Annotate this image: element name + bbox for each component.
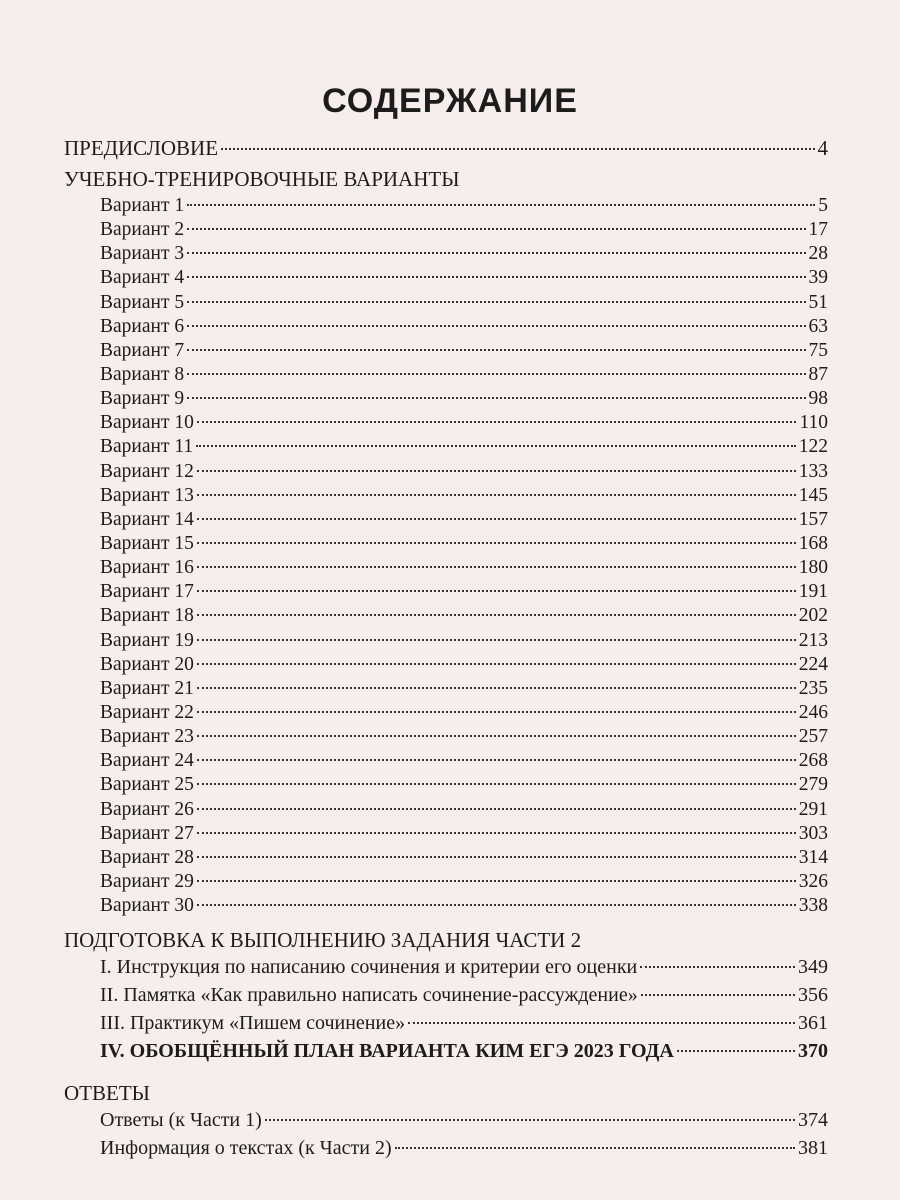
toc-page-number: 17 [808,219,828,241]
toc-page-number: 87 [808,363,828,385]
toc-entry [64,955,828,983]
toc-entry [64,556,828,580]
toc-entry-label: Вариант 4 [100,267,185,289]
toc-page-number: 202 [798,605,828,627]
toc-page-number: 5 [818,195,828,216]
toc-page-number: 4 [817,136,828,160]
toc-entry-label: Вариант 27 [100,822,194,844]
toc-entry-label: Информация о текстах (к Части 2) [100,1137,392,1160]
toc-page-number: 133 [798,460,828,482]
dot-leader [197,880,796,882]
toc-entry-plan [64,1039,828,1067]
training-variants-list [64,194,828,918]
toc-page-number: 361 [798,1012,828,1035]
toc-entry [64,315,828,339]
dot-leader [408,1022,795,1024]
toc-page-number: 381 [798,1137,828,1160]
toc-page-number: 279 [798,774,828,796]
dot-leader [640,966,795,968]
toc-page-number: 370 [798,1040,828,1063]
dot-leader [395,1147,795,1149]
toc-entry-label: IV. ОБОБЩЁННЫЙ ПЛАН ВАРИАНТА КИМ ЕГЭ 2023 ГОДА [100,1040,674,1063]
toc-entry [64,435,828,459]
toc-entry [64,387,828,411]
toc-page-number: 191 [798,581,828,603]
toc-page-number: 268 [798,750,828,772]
toc-entry-label: Вариант 7 [100,339,185,361]
toc-entry-label: II. Памятка «Как правильно написать сочинение-рассуждение» [100,984,638,1007]
toc-entry-label: Вариант 25 [100,774,194,796]
dot-leader [197,518,796,520]
toc-entry [64,339,828,363]
toc-entry [64,484,828,508]
page-title: СОДЕРЖАНИЕ [322,82,578,120]
dot-leader [187,228,805,230]
toc-entry-label: Вариант 28 [100,846,194,868]
dot-leader [221,148,814,150]
toc-entry [64,870,828,894]
toc-entry-label: Вариант 10 [100,412,194,434]
toc-entry [64,1136,828,1164]
toc-entry-label: Вариант 18 [100,605,194,627]
part2-list [64,955,828,1039]
dot-leader [187,276,805,278]
toc-entry [64,363,828,387]
toc-entry-label: Вариант 11 [100,436,194,458]
toc-entry [64,846,828,870]
toc-entry-label: Вариант 19 [100,629,194,651]
toc-entry-label: Вариант 8 [100,363,185,385]
toc-entry-label: Ответы (к Части 1) [100,1109,262,1132]
dot-leader [197,808,796,810]
toc-page-number: 235 [798,677,828,699]
toc-entry [64,725,828,749]
dot-leader [197,470,796,472]
dot-leader [197,542,796,544]
toc-entry [64,798,828,822]
toc-entry-label: Вариант 23 [100,726,194,748]
toc-entry-label: Вариант 15 [100,532,194,554]
toc-entry-label: Вариант 30 [100,895,194,917]
toc-entry [64,218,828,242]
toc-entry [64,983,828,1011]
toc-entry [64,194,828,218]
toc-entry-label: Вариант 29 [100,870,194,892]
toc-page-number: 338 [798,895,828,917]
dot-leader [197,566,796,568]
toc-entry-label: Вариант 22 [100,701,194,723]
toc-entry-label: Вариант 13 [100,484,194,506]
toc-page-number: 326 [798,870,828,892]
toc-entry-label: I. Инструкция по написанию сочинения и критерии его оценки [100,956,638,979]
toc-page-number: 168 [798,532,828,554]
toc-page-number: 28 [808,243,828,265]
toc-entry [64,242,828,266]
toc-page-number: 303 [798,822,828,844]
dot-leader [187,397,805,399]
toc-entry-label: Вариант 1 [100,195,185,216]
toc-entry [64,894,828,918]
dot-leader [197,614,796,616]
toc-entry [64,266,828,290]
dot-leader [197,711,796,713]
toc-entry [64,604,828,628]
section-heading-part2 [64,928,828,955]
toc-entry [64,291,828,315]
dot-leader [187,252,805,254]
dot-leader [187,301,805,303]
dot-leader [187,325,805,327]
dot-leader [187,204,815,206]
dot-leader [197,663,796,665]
toc-entry [64,749,828,773]
toc-page-number: 356 [798,984,828,1007]
toc-entry [64,701,828,725]
dot-leader [196,445,796,447]
toc-page-number: 314 [798,846,828,868]
toc-page-number: 63 [808,315,828,337]
toc-page-number: 145 [798,484,828,506]
toc-page-number: 157 [798,508,828,530]
toc-page-number: 51 [808,291,828,313]
toc-entry [64,629,828,653]
dot-leader [197,639,796,641]
section-heading-label: УЧЕБНО-ТРЕНИРОВОЧНЫЕ ВАРИАНТЫ [64,167,460,191]
toc-page-number: 213 [798,629,828,651]
toc-entry [64,1108,828,1136]
dot-leader [197,494,796,496]
toc-page-number: 122 [798,436,828,458]
toc-entry [64,1011,828,1039]
toc-entry-label: Вариант 9 [100,388,185,410]
dot-leader [187,349,805,351]
toc-page-number: 224 [798,653,828,675]
toc-entry-label: Вариант 17 [100,581,194,603]
dot-leader [677,1050,795,1052]
toc-entry [64,460,828,484]
answers-list [64,1108,828,1164]
toc-entry-label: Вариант 2 [100,219,185,241]
toc-entry-preface [64,136,828,163]
toc-page-number: 39 [808,267,828,289]
dot-leader [197,590,796,592]
toc-entry-label: ПРЕДИСЛОВИЕ [64,136,219,160]
section-heading-label: ОТВЕТЫ [64,1081,150,1106]
toc-page-number: 349 [798,956,828,979]
toc-entry [64,653,828,677]
toc-page-number: 374 [798,1109,828,1132]
dot-leader [265,1119,795,1121]
toc-entry-label: III. Практикум «Пишем сочинение» [100,1012,406,1035]
toc-page-number: 180 [798,557,828,579]
toc-entry [64,411,828,435]
toc-entry-label: Вариант 5 [100,291,185,313]
toc-entry [64,532,828,556]
section-heading-label: ПОДГОТОВКА К ВЫПОЛНЕНИЮ ЗАДАНИЯ ЧАСТИ 2 [64,928,582,953]
dot-leader [197,735,796,737]
toc-entry [64,773,828,797]
toc-entry-label: Вариант 21 [100,677,194,699]
toc-entry-label: Вариант 26 [100,798,194,820]
toc-entry-label: Вариант 6 [100,315,185,337]
toc-entry-label: Вариант 16 [100,557,194,579]
toc-page-number: 257 [798,726,828,748]
toc-page-number: 110 [799,412,828,434]
section-heading-training [64,167,828,194]
toc-entry-label: Вариант 24 [100,750,194,772]
dot-leader [197,687,796,689]
toc-entry-label: Вариант 14 [100,508,194,530]
dot-leader [187,373,805,375]
dot-leader [197,832,796,834]
dot-leader [197,904,796,906]
toc-entry-label: Вариант 20 [100,653,194,675]
toc-entry [64,677,828,701]
toc-page-number: 75 [808,339,828,361]
toc-entry [64,508,828,532]
toc-entry [64,822,828,846]
toc-entry-label: Вариант 3 [100,243,185,265]
toc-page-number: 291 [798,798,828,820]
toc-page-number: 98 [808,388,828,410]
dot-leader [197,856,796,858]
table-of-contents [64,132,828,1164]
section-heading-answers [64,1081,828,1108]
toc-entry [64,580,828,604]
dot-leader [197,421,797,423]
dot-leader [641,994,795,996]
toc-entry-label: Вариант 12 [100,460,194,482]
toc-page-number: 246 [798,701,828,723]
dot-leader [197,759,796,761]
dot-leader [197,783,796,785]
